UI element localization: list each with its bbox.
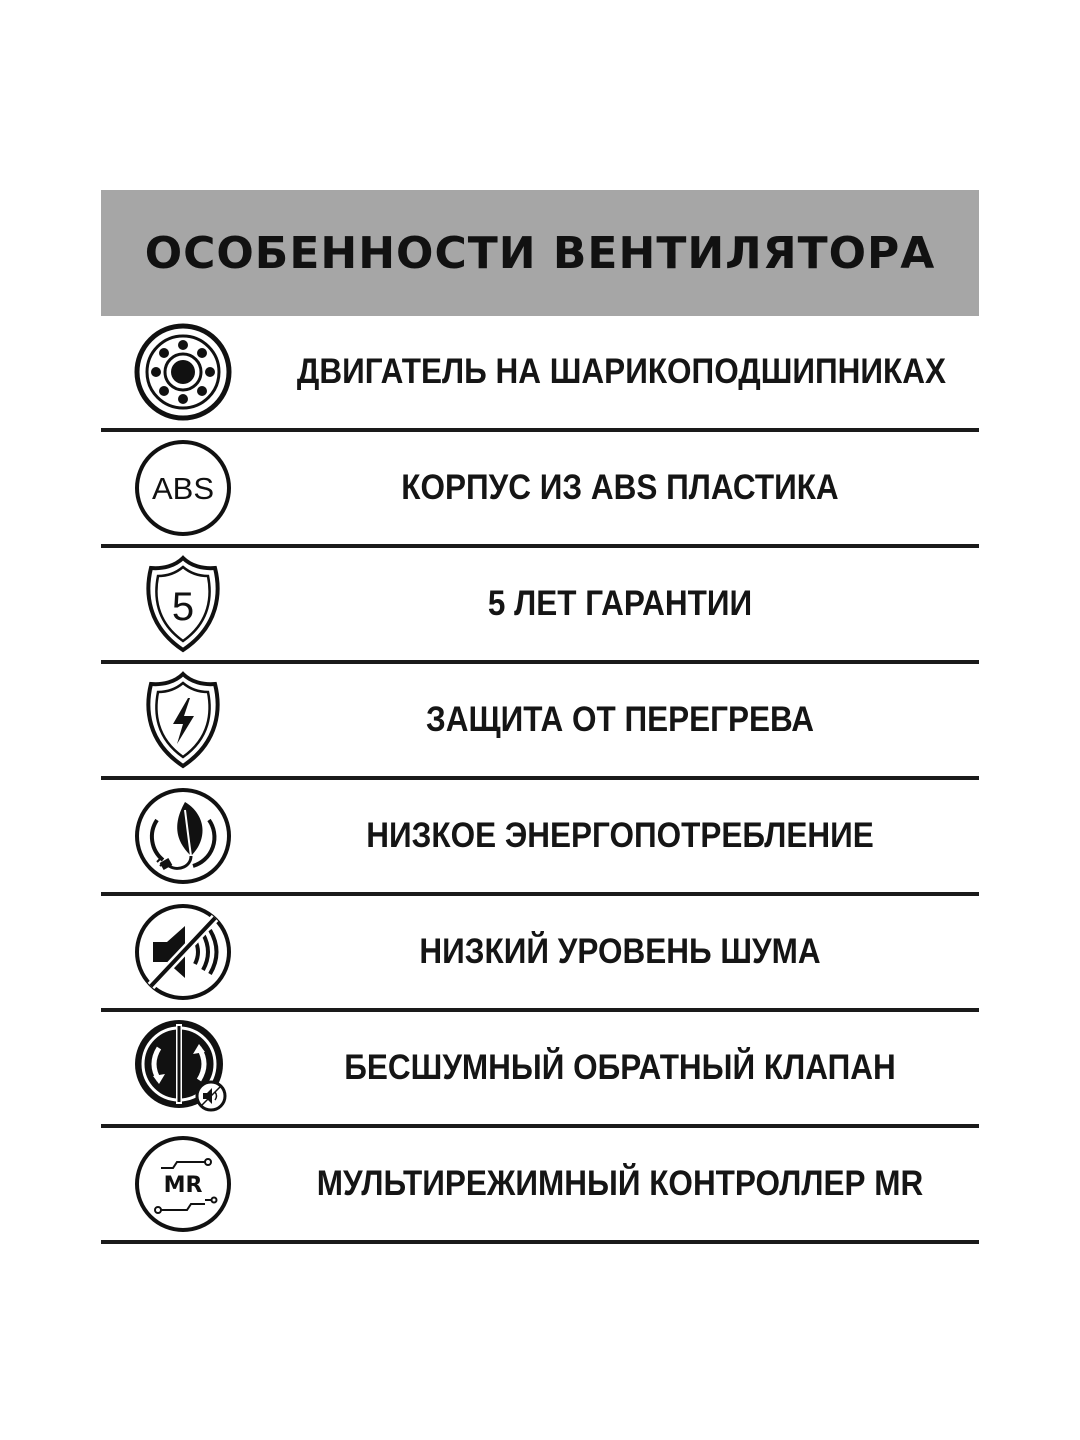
page-title: ОСОБЕННОСТИ ВЕНТИЛЯТОРА (144, 227, 936, 279)
mr-icon-text: MR (163, 1173, 203, 1198)
check-valve-icon (133, 1018, 233, 1118)
feature-row (101, 432, 979, 548)
leaf-plug-icon (133, 786, 233, 886)
feature-row (101, 780, 979, 896)
feature-label: ЗАЩИТА ОТ ПЕРЕГРЕВА (426, 700, 814, 739)
ball-bearing-icon (133, 322, 233, 422)
feature-row (101, 896, 979, 1012)
feature-label: НИЗКОЕ ЭНЕРГОПОТРЕБЛЕНИЕ (366, 816, 874, 855)
shield-icon-text: 5 (171, 585, 195, 629)
feature-label: 5 ЛЕТ ГАРАНТИИ (487, 584, 753, 623)
header-bar (101, 190, 979, 316)
abs-icon-text: ABS (151, 471, 215, 506)
speaker-muted-icon (133, 902, 233, 1002)
feature-label: МУЛЬТИРЕЖИМНЫЙ КОНТРОЛЛЕР MR (316, 1164, 924, 1203)
features-panel (101, 190, 979, 1244)
feature-label: КОРПУС ИЗ ABS ПЛАСТИКА (401, 468, 839, 507)
shield-lightning-icon (133, 670, 233, 770)
feature-label: ДВИГАТЕЛЬ НА ШАРИКОПОДШИПНИКАХ (296, 352, 947, 391)
shield-5-icon (133, 554, 233, 654)
abs-badge-icon (133, 438, 233, 538)
feature-row (101, 1012, 979, 1128)
feature-row (101, 548, 979, 664)
feature-row (101, 316, 979, 432)
feature-label: НИЗКИЙ УРОВЕНЬ ШУМА (419, 932, 821, 971)
feature-row (101, 664, 979, 780)
mr-controller-icon (133, 1134, 233, 1234)
feature-label: БЕСШУМНЫЙ ОБРАТНЫЙ КЛАПАН (344, 1048, 896, 1087)
feature-row (101, 1128, 979, 1244)
